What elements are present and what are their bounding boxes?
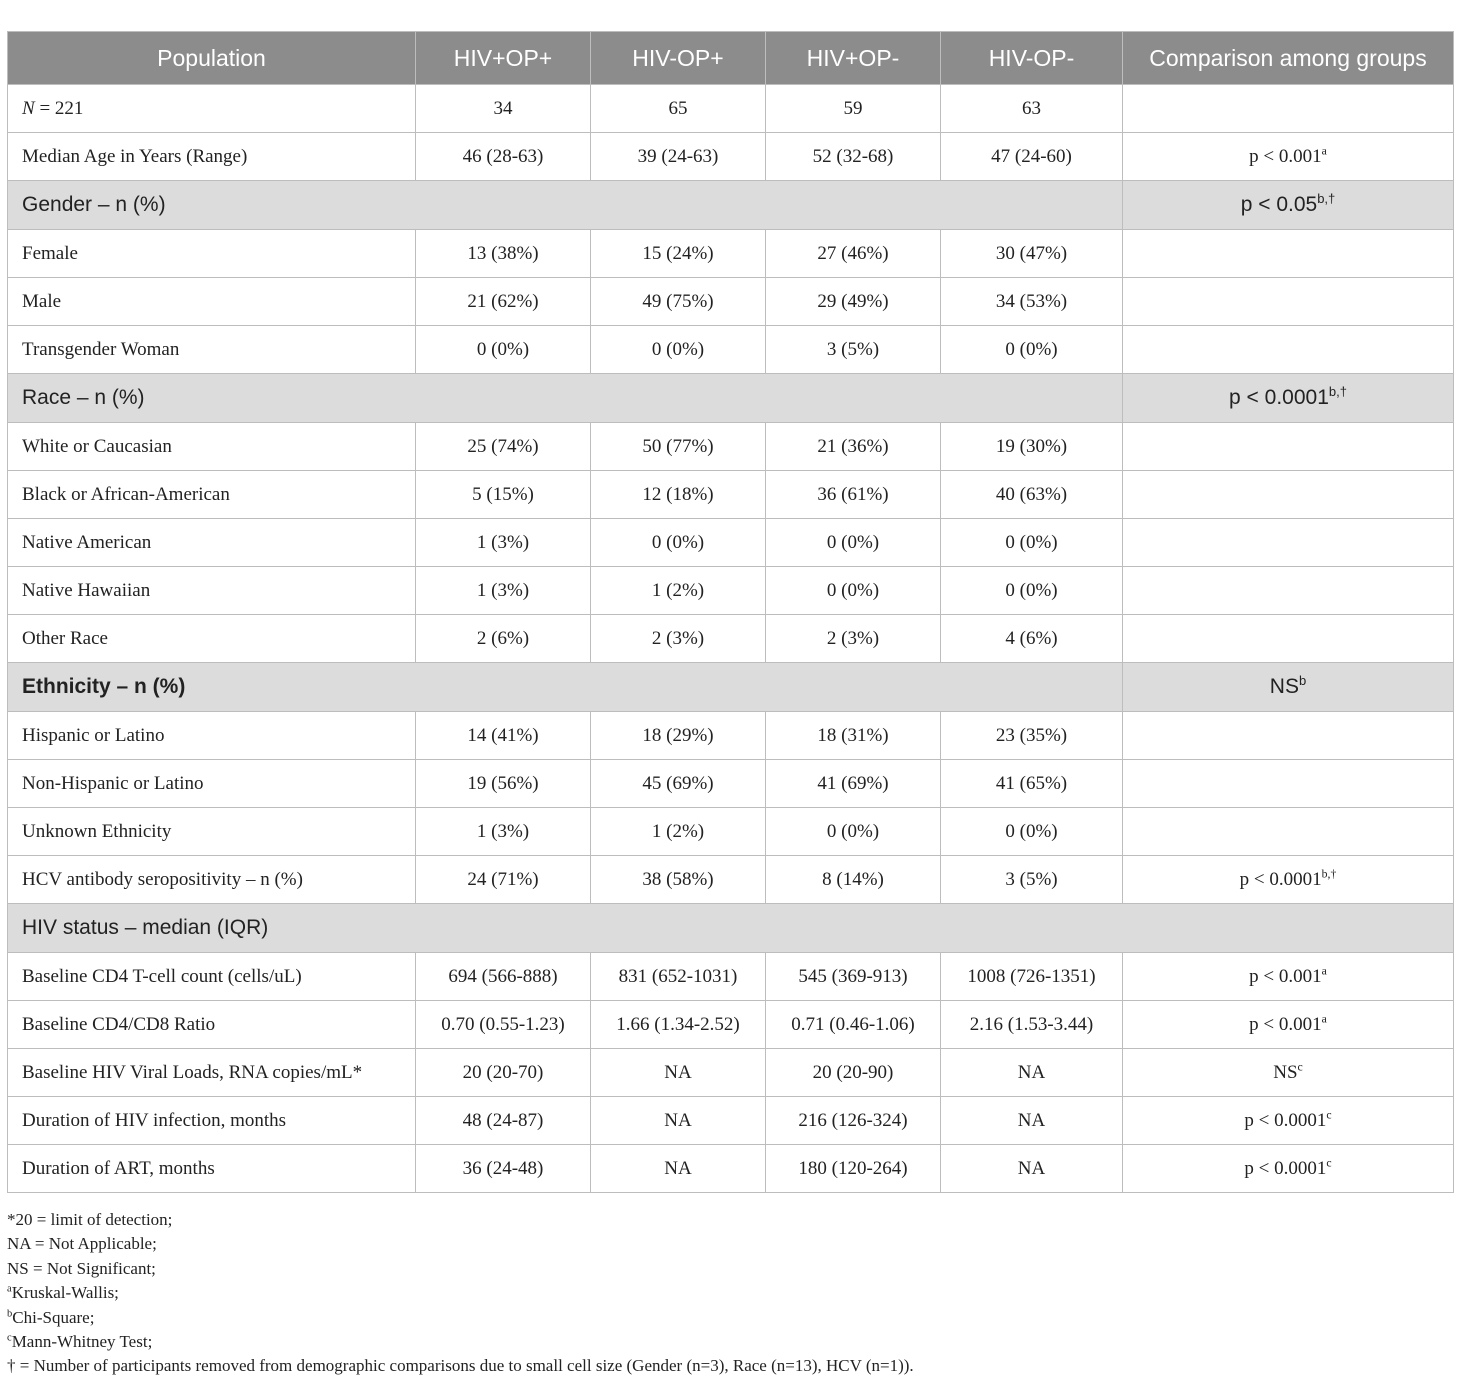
comparison-cell [1123,374,1454,423]
p-value: p < 0.0001 [1244,1109,1327,1131]
header-comparison: Comparison among groups [1123,32,1454,85]
footnote [7,1330,1447,1354]
p-value: p < 0.0001 [1244,1157,1327,1179]
header-hiv-pos-op-neg: HIV+OP- [766,32,941,85]
table-row [8,712,1454,760]
table-row [8,133,1454,181]
table-cell: 0 (0%) [941,519,1123,567]
section-row-gender [8,181,1454,230]
footnote-text: † = Number of participants removed from demographic comparisons due to small cell size (Gender (n=3), Race (n=13), HCV (n=1)). [7,1356,914,1376]
p-value-superscript: a [1321,1012,1327,1026]
comparison-cell [1123,1001,1454,1049]
table-cell: NA [941,1097,1123,1145]
comparison-cell [1123,326,1454,374]
table-row [8,953,1454,1001]
row-label [8,85,416,133]
table-cell: 38 (58%) [591,856,766,904]
row-label: Black or African-American [8,471,416,519]
table-cell: 15 (24%) [591,230,766,278]
table-cell: 36 (24-48) [416,1145,591,1193]
p-value-superscript: b,† [1317,191,1336,206]
table-cell: 1 (3%) [416,567,591,615]
table-cell: 27 (46%) [766,230,941,278]
table-cell: 63 [941,85,1123,133]
footnote-marker: c [7,1332,12,1344]
row-label: Hispanic or Latino [8,712,416,760]
table-cell: 50 (77%) [591,423,766,471]
footnote [7,1232,1447,1256]
comparison-cell [1123,1145,1454,1193]
table-cell: 18 (31%) [766,712,941,760]
table-cell: 46 (28-63) [416,133,591,181]
table-row [8,278,1454,326]
footnote [7,1354,1447,1378]
p-value-superscript: b [1298,673,1307,688]
p-value: NS [1269,675,1299,698]
table-row [8,1097,1454,1145]
row-label: Baseline CD4 T-cell count (cells/uL) [8,953,416,1001]
section-row-race [8,374,1454,423]
p-value-superscript: c [1297,1060,1303,1074]
comparison-cell [1123,712,1454,760]
table-row [8,423,1454,471]
table-row [8,567,1454,615]
table-cell: 0 (0%) [766,567,941,615]
table-cell: 0 (0%) [766,808,941,856]
comparison-cell [1123,133,1454,181]
row-label: Baseline HIV Viral Loads, RNA copies/mL* [8,1049,416,1097]
table-cell: 14 (41%) [416,712,591,760]
header-hiv-neg-op-neg: HIV-OP- [941,32,1123,85]
table-cell: NA [941,1145,1123,1193]
comparison-cell [1123,1097,1454,1145]
table-cell: 694 (566-888) [416,953,591,1001]
table-cell: 831 (652-1031) [591,953,766,1001]
row-label: Duration of HIV infection, months [8,1097,416,1145]
comparison-cell [1123,663,1454,712]
row-label: Median Age in Years (Range) [8,133,416,181]
table-row [8,471,1454,519]
table-row [8,326,1454,374]
section-label: Race – n (%) [8,374,1123,423]
comparison-cell [1123,953,1454,1001]
footnote [7,1281,1447,1305]
table-cell: 0 (0%) [766,519,941,567]
table-cell: 0 (0%) [941,567,1123,615]
p-value: p < 0.05 [1240,193,1318,216]
table-cell: 40 (63%) [941,471,1123,519]
header-population: Population [8,32,416,85]
section-label: HIV status – median (IQR) [8,904,1454,953]
table-cell: 18 (29%) [591,712,766,760]
table-cell: 8 (14%) [766,856,941,904]
p-value-superscript: a [1321,144,1327,158]
table-cell: 34 (53%) [941,278,1123,326]
table-row [8,1049,1454,1097]
section-row-hiv-status [8,904,1454,953]
row-label: Other Race [8,615,416,663]
section-label: Gender – n (%) [8,181,1123,230]
table-cell: 12 (18%) [591,471,766,519]
row-label: Female [8,230,416,278]
table-cell: NA [941,1049,1123,1097]
table-cell: 34 [416,85,591,133]
table-cell: 1 (3%) [416,808,591,856]
table-footnotes [7,1208,1447,1379]
table-cell: 23 (35%) [941,712,1123,760]
comparison-cell [1123,1049,1454,1097]
p-value: p < 0.001 [1249,1013,1322,1035]
table-cell: 39 (24-63) [591,133,766,181]
table-cell: 2.16 (1.53-3.44) [941,1001,1123,1049]
table-cell: 21 (36%) [766,423,941,471]
footnote-text: Kruskal-Wallis; [11,1283,119,1303]
table-cell: 41 (65%) [941,760,1123,808]
table-cell: 41 (69%) [766,760,941,808]
comparison-cell [1123,181,1454,230]
table-cell: 1 (2%) [591,808,766,856]
table-cell: 47 (24-60) [941,133,1123,181]
demographics-table [7,31,1454,1193]
comparison-cell [1123,856,1454,904]
table-cell: 24 (71%) [416,856,591,904]
table-cell: 20 (20-70) [416,1049,591,1097]
footnote [7,1208,1447,1232]
footnote-text: Chi-Square; [12,1307,95,1327]
table-cell: NA [591,1049,766,1097]
p-value: p < 0.0001 [1229,386,1329,409]
table-cell: 180 (120-264) [766,1145,941,1193]
table-row [8,519,1454,567]
row-label: Baseline CD4/CD8 Ratio [8,1001,416,1049]
header-hiv-pos-op-pos: HIV+OP+ [416,32,591,85]
table-cell: 3 (5%) [941,856,1123,904]
footnote-text: Mann-Whitney Test; [11,1332,153,1352]
section-row-ethnicity [8,663,1454,712]
footnote [7,1257,1447,1281]
comparison-cell [1123,278,1454,326]
table-cell: 19 (30%) [941,423,1123,471]
table-cell: 0.71 (0.46-1.06) [766,1001,941,1049]
p-value-superscript: c [1326,1156,1332,1170]
p-value: p < 0.001 [1249,965,1322,987]
footnote-text: NS = Not Significant; [7,1258,156,1278]
comparison-cell [1123,760,1454,808]
p-value: NS [1273,1061,1298,1083]
p-value: p < 0.001 [1249,145,1322,167]
table-cell: 216 (126-324) [766,1097,941,1145]
table-cell: 3 (5%) [766,326,941,374]
table-cell: 36 (61%) [766,471,941,519]
row-label: Non-Hispanic or Latino [8,760,416,808]
row-label: Native American [8,519,416,567]
table-cell: 2 (3%) [766,615,941,663]
n-label-rest: = 221 [34,97,84,119]
comparison-cell [1123,230,1454,278]
table-cell: 13 (38%) [416,230,591,278]
table-cell: 2 (6%) [416,615,591,663]
table-cell: 25 (74%) [416,423,591,471]
table-row [8,808,1454,856]
section-label: Ethnicity – n (%) [8,663,1123,712]
table-row [8,615,1454,663]
table-cell: 21 (62%) [416,278,591,326]
comparison-cell [1123,519,1454,567]
table-cell: 0 (0%) [941,808,1123,856]
table-cell: 49 (75%) [591,278,766,326]
table-cell: 0 (0%) [416,326,591,374]
p-value: p < 0.0001 [1239,868,1322,890]
footnote-marker: b [7,1307,13,1319]
table-cell: 1.66 (1.34-2.52) [591,1001,766,1049]
table-cell: 48 (24-87) [416,1097,591,1145]
footnote-text: *20 = limit of detection; [7,1210,173,1229]
table-cell: 1008 (726-1351) [941,953,1123,1001]
row-label: Transgender Woman [8,326,416,374]
row-label: White or Caucasian [8,423,416,471]
comparison-cell [1123,808,1454,856]
comparison-cell [1123,423,1454,471]
row-label: Native Hawaiian [8,567,416,615]
header-row [8,32,1454,85]
table-cell: 65 [591,85,766,133]
comparison-cell [1123,471,1454,519]
table-cell: NA [591,1145,766,1193]
row-label: Male [8,278,416,326]
comparison-cell [1123,85,1454,133]
table-cell: 0 (0%) [591,519,766,567]
table-cell: 5 (15%) [416,471,591,519]
table-row [8,1001,1454,1049]
p-value-superscript: a [1321,964,1327,978]
table-row [8,1145,1454,1193]
table-cell: 29 (49%) [766,278,941,326]
table-cell: 20 (20-90) [766,1049,941,1097]
table-row [8,760,1454,808]
table-cell: 45 (69%) [591,760,766,808]
row-label: Duration of ART, months [8,1145,416,1193]
table-row [8,230,1454,278]
table-cell: 0 (0%) [941,326,1123,374]
p-value-superscript: b,† [1321,867,1337,881]
comparison-cell [1123,567,1454,615]
table-cell: NA [591,1097,766,1145]
p-value-superscript: c [1326,1108,1332,1122]
comparison-cell [1123,615,1454,663]
footnote [7,1306,1447,1330]
table-cell: 59 [766,85,941,133]
table-row [8,85,1454,133]
n-italic: N [22,97,35,119]
table-cell: 545 (369-913) [766,953,941,1001]
p-value-superscript: b,† [1328,384,1347,399]
table-row [8,856,1454,904]
footnote-text: NA = Not Applicable; [7,1234,157,1254]
table-cell: 0 (0%) [591,326,766,374]
table-cell: 4 (6%) [941,615,1123,663]
table-cell: 19 (56%) [416,760,591,808]
table-cell: 1 (3%) [416,519,591,567]
row-label: Unknown Ethnicity [8,808,416,856]
table-cell: 2 (3%) [591,615,766,663]
table-cell: 52 (32-68) [766,133,941,181]
table-cell: 1 (2%) [591,567,766,615]
row-label: HCV antibody seropositivity – n (%) [8,856,416,904]
table-cell: 30 (47%) [941,230,1123,278]
header-hiv-neg-op-pos: HIV-OP+ [591,32,766,85]
footnote-marker: a [7,1283,12,1295]
table-cell: 0.70 (0.55-1.23) [416,1001,591,1049]
